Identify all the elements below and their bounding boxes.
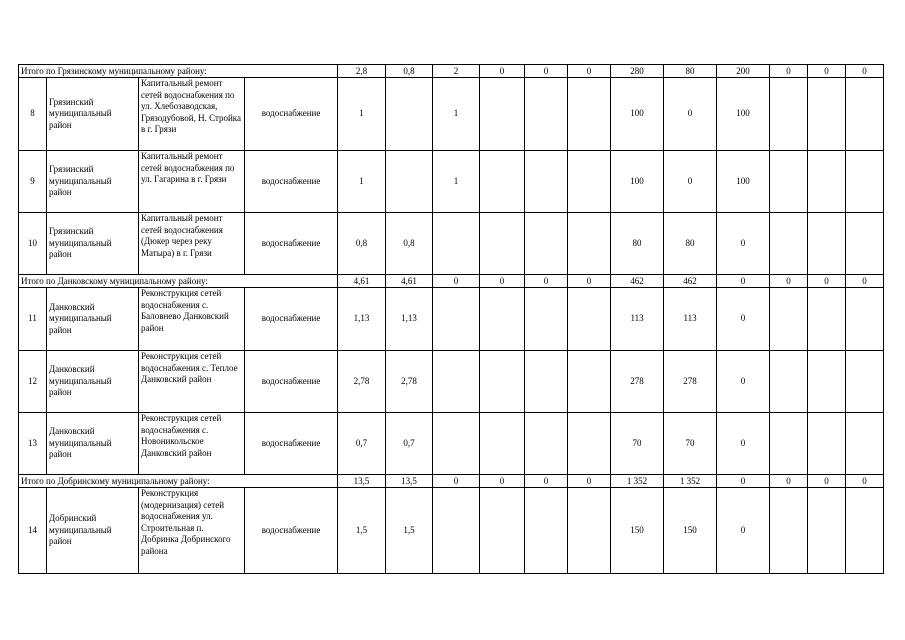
value-cell: 0 — [808, 275, 846, 288]
value-cell: 0 — [525, 475, 568, 488]
row-number: 9 — [19, 151, 47, 213]
value-cell: 1 — [338, 78, 386, 151]
district-cell: Данковский муниципальный район — [47, 413, 139, 475]
type-cell: водоснабжение — [245, 78, 338, 151]
value-cell — [433, 288, 480, 351]
value-cell — [846, 413, 884, 475]
table-body — [19, 65, 884, 574]
value-cell — [433, 488, 480, 574]
value-cell: 2,78 — [338, 351, 386, 413]
value-cell — [846, 78, 884, 151]
district-cell: Грязинский муниципальный район — [47, 213, 139, 275]
type-cell: водоснабжение — [245, 488, 338, 574]
value-cell — [568, 351, 611, 413]
value-cell: 1 — [433, 151, 480, 213]
value-cell: 2,78 — [386, 351, 433, 413]
value-cell — [568, 488, 611, 574]
total-row — [19, 65, 884, 78]
district-cell: Грязинский муниципальный район — [47, 151, 139, 213]
value-cell: 4,61 — [338, 275, 386, 288]
value-cell — [433, 351, 480, 413]
value-cell — [568, 213, 611, 275]
value-cell — [808, 151, 846, 213]
value-cell: 0 — [770, 65, 808, 78]
row-number: 13 — [19, 413, 47, 475]
value-cell — [770, 488, 808, 574]
value-cell — [525, 413, 568, 475]
value-cell — [480, 151, 525, 213]
value-cell — [525, 151, 568, 213]
value-cell: 462 — [611, 275, 664, 288]
project-cell: Капитальный ремонт сетей водоснабжения (Дюкер через реку Матыра) в г. Грязи — [139, 213, 245, 275]
row-number: 10 — [19, 213, 47, 275]
value-cell — [480, 351, 525, 413]
value-cell: 0 — [568, 65, 611, 78]
value-cell: 280 — [611, 65, 664, 78]
value-cell — [480, 78, 525, 151]
value-cell: 100 — [611, 151, 664, 213]
value-cell: 0 — [717, 475, 770, 488]
value-cell: 0 — [525, 275, 568, 288]
total-label: Итого по Данковскому муниципальному району: — [19, 275, 338, 288]
value-cell: 0 — [664, 151, 717, 213]
type-cell: водоснабжение — [245, 413, 338, 475]
district-cell: Добринский муниципальный район — [47, 488, 139, 574]
value-cell: 0 — [808, 475, 846, 488]
value-cell: 70 — [611, 413, 664, 475]
value-cell: 100 — [717, 78, 770, 151]
value-cell: 1 — [433, 78, 480, 151]
type-cell: водоснабжение — [245, 151, 338, 213]
value-cell: 0,7 — [386, 413, 433, 475]
value-cell: 278 — [664, 351, 717, 413]
value-cell — [480, 413, 525, 475]
value-cell — [770, 413, 808, 475]
value-cell — [808, 213, 846, 275]
value-cell: 0 — [770, 475, 808, 488]
value-cell: 80 — [664, 213, 717, 275]
district-cell: Данковский муниципальный район — [47, 288, 139, 351]
value-cell: 1,13 — [386, 288, 433, 351]
value-cell: 0 — [525, 65, 568, 78]
value-cell — [770, 288, 808, 351]
value-cell — [846, 151, 884, 213]
value-cell: 113 — [611, 288, 664, 351]
value-cell: 0 — [480, 275, 525, 288]
value-cell: 150 — [611, 488, 664, 574]
value-cell: 2,8 — [338, 65, 386, 78]
value-cell: 13,5 — [338, 475, 386, 488]
value-cell — [568, 151, 611, 213]
value-cell — [568, 78, 611, 151]
total-label: Итого по Грязинскому муниципальному району: — [19, 65, 338, 78]
value-cell: 1 352 — [664, 475, 717, 488]
value-cell: 1,5 — [338, 488, 386, 574]
value-cell — [808, 351, 846, 413]
project-cell: Капитальный ремонт сетей водоснабжения по ул. Хлебозаводская, Грязодубовой, Н. Стройка в г. Грязи — [139, 78, 245, 151]
project-cell: Капитальный ремонт сетей водоснабжения по ул. Гагарина в г. Грязи — [139, 151, 245, 213]
value-cell: 0 — [846, 275, 884, 288]
value-cell — [480, 488, 525, 574]
table-row — [19, 413, 884, 475]
type-cell: водоснабжение — [245, 351, 338, 413]
value-cell: 0 — [433, 275, 480, 288]
value-cell — [433, 213, 480, 275]
value-cell: 1 352 — [611, 475, 664, 488]
value-cell: 1,5 — [386, 488, 433, 574]
total-row — [19, 475, 884, 488]
value-cell: 462 — [664, 275, 717, 288]
value-cell — [433, 413, 480, 475]
total-row — [19, 275, 884, 288]
value-cell — [770, 213, 808, 275]
value-cell: 200 — [717, 65, 770, 78]
value-cell — [568, 413, 611, 475]
value-cell: 0,7 — [338, 413, 386, 475]
value-cell — [525, 78, 568, 151]
value-cell: 100 — [611, 78, 664, 151]
value-cell: 80 — [664, 65, 717, 78]
value-cell: 0 — [846, 65, 884, 78]
row-number: 11 — [19, 288, 47, 351]
value-cell — [770, 151, 808, 213]
type-cell: водоснабжение — [245, 288, 338, 351]
project-cell: Реконструкция сетей водоснабжения с. Теплое Данковский район — [139, 351, 245, 413]
value-cell: 113 — [664, 288, 717, 351]
value-cell — [568, 288, 611, 351]
value-cell — [386, 151, 433, 213]
value-cell: 80 — [611, 213, 664, 275]
value-cell — [525, 288, 568, 351]
value-cell — [525, 213, 568, 275]
value-cell — [386, 78, 433, 151]
data-table — [18, 64, 884, 574]
table-row — [19, 213, 884, 275]
value-cell — [525, 351, 568, 413]
value-cell — [846, 213, 884, 275]
value-cell — [846, 288, 884, 351]
value-cell — [808, 488, 846, 574]
value-cell: 0 — [717, 288, 770, 351]
value-cell: 0 — [664, 78, 717, 151]
value-cell: 100 — [717, 151, 770, 213]
total-label: Итого по Добринскому муниципальному району: — [19, 475, 338, 488]
value-cell: 2 — [433, 65, 480, 78]
value-cell: 0 — [717, 413, 770, 475]
value-cell: 0 — [433, 475, 480, 488]
value-cell: 0 — [568, 475, 611, 488]
district-cell: Данковский муниципальный район — [47, 351, 139, 413]
table-row — [19, 351, 884, 413]
value-cell: 0,8 — [386, 65, 433, 78]
value-cell: 1,13 — [338, 288, 386, 351]
type-cell: водоснабжение — [245, 213, 338, 275]
value-cell: 0,8 — [338, 213, 386, 275]
value-cell: 0 — [480, 65, 525, 78]
value-cell — [770, 351, 808, 413]
value-cell: 13,5 — [386, 475, 433, 488]
value-cell — [770, 78, 808, 151]
value-cell — [480, 288, 525, 351]
district-cell: Грязинский муниципальный район — [47, 78, 139, 151]
value-cell: 0,8 — [386, 213, 433, 275]
value-cell: 4,61 — [386, 275, 433, 288]
row-number: 14 — [19, 488, 47, 574]
value-cell — [808, 413, 846, 475]
value-cell: 0 — [808, 65, 846, 78]
table-row — [19, 288, 884, 351]
value-cell: 0 — [717, 275, 770, 288]
value-cell: 0 — [717, 351, 770, 413]
row-number: 12 — [19, 351, 47, 413]
value-cell: 150 — [664, 488, 717, 574]
value-cell: 278 — [611, 351, 664, 413]
value-cell — [525, 488, 568, 574]
value-cell: 0 — [846, 475, 884, 488]
value-cell — [808, 78, 846, 151]
table-row — [19, 488, 884, 574]
project-cell: Реконструкция сетей водоснабжения с. Баловнево Данковский район — [139, 288, 245, 351]
value-cell: 0 — [480, 475, 525, 488]
project-cell: Реконструкция сетей водоснабжения с. Новоникольское Данковский район — [139, 413, 245, 475]
value-cell: 1 — [338, 151, 386, 213]
table-row — [19, 78, 884, 151]
table-row — [19, 151, 884, 213]
value-cell: 0 — [568, 275, 611, 288]
row-number: 8 — [19, 78, 47, 151]
project-cell: Реконструкция (модернизация) сетей водоснабжения ул. Строительная п. Добринка Добринского района — [139, 488, 245, 574]
value-cell: 0 — [717, 213, 770, 275]
value-cell: 0 — [717, 488, 770, 574]
value-cell: 70 — [664, 413, 717, 475]
value-cell — [846, 351, 884, 413]
value-cell: 0 — [770, 275, 808, 288]
value-cell — [846, 488, 884, 574]
value-cell — [480, 213, 525, 275]
value-cell — [808, 288, 846, 351]
